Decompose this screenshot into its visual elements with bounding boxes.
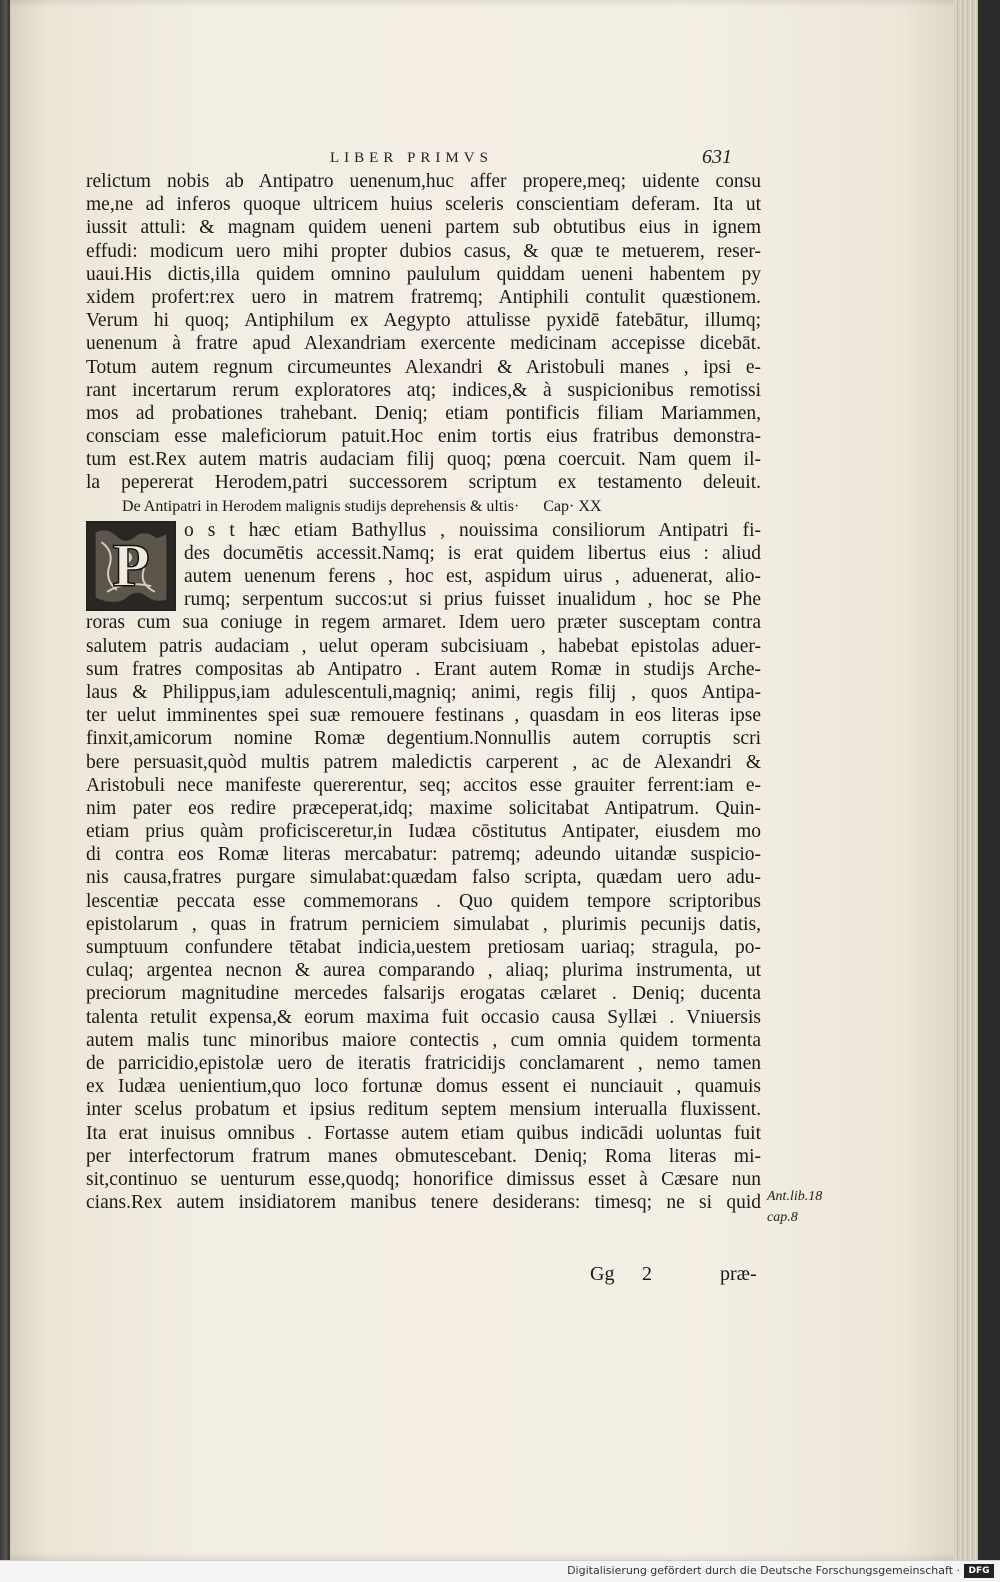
text-line: Totum autem regnum circumeuntes Alexandri & Aristobuli manes , ipsi e-	[86, 356, 761, 378]
text-line: sit,continuo se uenturum esse,quodq; honorifice dimissus esset à Cæsare nun	[86, 1168, 761, 1190]
marginal-note-line1: Ant.lib.18	[767, 1189, 823, 1204]
text-line: ter uelut imminentes spei suæ remouere festinans , quasdam in eos literas ipse	[86, 705, 761, 727]
indented-lines-beside-initial	[184, 519, 761, 612]
text-line: per interfectorum fratrum manes obmutescebant. Deniq; Roma literas mi-	[86, 1145, 761, 1167]
text-line: xidem profert:rex uero in matrem fratremq; Antiphili contulit quæstionem.	[86, 286, 761, 308]
folio-number: 631	[702, 146, 732, 168]
text-line: uaui.His dictis,illa quidem omnino paululum quiddam ueneni habentem py	[86, 263, 761, 285]
dropcap-text-line: des documētis accessit.Namq; is erat quidem libertus eius : aliud	[184, 542, 761, 564]
page-fore-edge	[954, 0, 978, 1560]
text-line: di contra eos Romæ literas mercabatur: patremq; adeundo uitandæ suspicio-	[86, 844, 761, 866]
text-line: salutem patris audaciam , uelut operam subcisiuam , habebat epistolas aduer-	[86, 635, 761, 657]
text-line: nis causa,fratres purgare simulabat:quædam falso scripta, quædam uero adu-	[86, 867, 761, 889]
text-line: la pepererat Herodem,patri successorem scriptum ex testamento deleuit.	[86, 472, 761, 494]
text-line: autem malis tunc minoribus maiore contectis , cum omnia quidem tormenta	[86, 1029, 761, 1051]
text-line: lescentiæ peccata esse commemorans . Quo quidem tempore scriptoribus	[86, 890, 761, 912]
dropcap-text-line: o s t hæc etiam Bathyllus , nouissima consiliorum Antipatri fi-	[184, 519, 761, 541]
paragraph-after-initial	[86, 611, 761, 1214]
text-line: de parricidio,epistolæ uero de iteratis fratricidijs conclamarent , nemo tamen	[86, 1052, 761, 1074]
text-line: ex Iudæa uenientium,quo loco fortunæ domus essent ei nunciauit , quamuis	[86, 1076, 761, 1098]
text-line: Ita erat inuisus omnibus . Fortasse autem etiam quibus indicādi uoluntas fuit	[86, 1122, 761, 1144]
text-line: uenenum à fratre apud Alexandriam exercente medicinam accepisse dicebāt.	[86, 333, 761, 355]
text-line: rant incertarum rerum exploratores atq; indices,& à suspicionibus remotissi	[86, 379, 761, 401]
gathering-signature: Gg	[590, 1263, 615, 1285]
text-line: talenta retulit expensa,& eorum maxima fuit occasio causa Syllæi . Vniuersis	[86, 1006, 761, 1028]
text-line: relictum nobis ab Antipatro uenenum,huc affer propere,meq; uidente consu	[86, 171, 761, 192]
text-line: sum fratres compositas ab Antipatro . Erant autem Romæ in studijs Arche-	[86, 658, 761, 680]
text-line: cians.Rex autem insidiatorem manibus tenere desiderans: timesq; ne si quid	[86, 1192, 761, 1214]
text-line: inter scelus probatum et ipsius reditum septem mensium interualla fluxissent.	[86, 1099, 761, 1121]
text-line: Verum hi quoq; Antiphilum ex Aegypto attulisse pyxidē fatebātur, illumq;	[86, 310, 761, 332]
paragraph-before-chapter	[86, 170, 761, 495]
text-line: sumptuum confundere tētabat indicia,uestem pretiosam uariaq; stragula, po-	[86, 937, 761, 958]
dfg-logo: DFG	[964, 1564, 994, 1578]
signature-number: 2	[642, 1263, 652, 1285]
text-line: iussit attuli: & magnam quidem ueneni partem sub obtutibus eius in ignem	[86, 217, 761, 239]
text-line: effudi: modicum uero mihi propter dubios casus, & quæ te metuerem, reser-	[86, 240, 761, 262]
text-line: preciorum magnitudine mercedes falsarijs erogatas cælaret . Deniq; ducenta	[86, 983, 761, 1005]
text-line: culaq; argentea necnon & aurea comparando , aliaq; plurima instrumenta, ut	[86, 960, 761, 982]
text-line: me,ne ad inferos quoque ultricem huius sceleris conscientiam deferam. Ita ut	[86, 194, 761, 216]
text-line: tum est.Rex autem matris audaciam filij quoq; pœna coercuit. Nam quem il-	[86, 449, 761, 471]
dropcap-text-line: autem uenenum ferens , hoc est, aspidum uirus , aduenerat, alio-	[184, 566, 761, 587]
digitization-footer	[0, 1560, 1000, 1582]
text-line: finxit,amicorum nomine Romæ degentium.Nonnullis autem corruptis scri	[86, 728, 761, 750]
woodcut-initial-icon	[88, 523, 174, 609]
text-line: Aristobuli nece manifeste quererentur, seq; accitos esse grauiter ferrent:iam e-	[86, 774, 761, 796]
chapter-title: De Antipatri in Herodem malignis studijs deprehensis & ultis·	[122, 497, 520, 515]
initial-glyph: P	[112, 532, 150, 600]
text-line: bere persuasit,quòd multis patrem maledictis carperent , ac de Alexandri &	[86, 751, 761, 773]
text-line: roras cum sua coniuge in regem armaret. Idem uero præter susceptam contra	[86, 612, 761, 634]
text-line: laus & Philippus,iam adulescentuli,magniq; animi, regis filij , quos Antipa-	[86, 681, 761, 703]
funding-credit: Digitalisierung gefördert durch die Deutsche Forschungsgemeinschaft ·	[567, 1564, 960, 1577]
decorated-initial-letter	[86, 521, 176, 611]
chapter-heading	[122, 495, 761, 519]
running-head: LIBER PRIMVS	[330, 150, 493, 166]
dropcap-text-line: rumq; serpentum succos:ut si prius fuisset inualidum , hoc se Phe	[184, 589, 761, 611]
main-text-block	[86, 170, 761, 1214]
text-line: mos ad probationes trahebant. Deniq; etiam pontificis filiam Mariammen,	[86, 402, 761, 424]
text-line: epistolarum , quas in fratrum perniciem simulabat , plurimis pecunijs datis,	[86, 913, 761, 935]
text-line: nim pater eos redire præceperat,idq; maxime solicitabat Antipatrum. Quin-	[86, 797, 761, 819]
catchword: præ-	[720, 1263, 757, 1285]
text-line: etiam prius quàm proficisceretur,in Iudæa cōstitutus Antipater, eiusdem mo	[86, 821, 761, 843]
text-line: consciam esse maleficiorum patuit.Hoc enim tortis eius fratribus demonstra-	[86, 426, 761, 448]
chapter-number: Cap· XX	[543, 497, 602, 515]
marginal-note-line2: cap.8	[767, 1210, 798, 1225]
chapter-opening	[86, 519, 761, 612]
signature-catchword-line	[590, 1263, 757, 1286]
